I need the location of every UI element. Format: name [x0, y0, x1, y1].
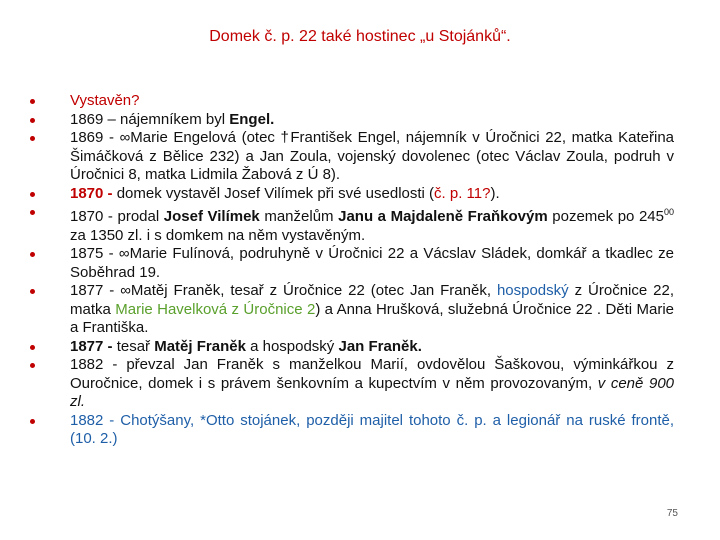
bullet-text: ).: [490, 184, 500, 202]
bullet-dot: [30, 136, 35, 141]
bullet-text: ) a Anna Hrušková, služebná Úročnice 22 . Děti Marie a Františka.: [70, 300, 675, 336]
superscript: 00: [664, 207, 675, 217]
bullet-text: 1870 - prodal: [70, 208, 164, 225]
bullet-dot: [30, 252, 35, 257]
list-item: [24, 203, 674, 245]
bullet-text-green: Marie Havelková z Úročnice 2: [115, 300, 316, 318]
bullet-text-blue: hospodský: [496, 282, 569, 299]
bullet-text-blue: 1882 - Chotýšany, *Otto stojánek, později majitel tohoto č. p. a legionář na ruské frontě, (10. 2.): [70, 411, 674, 447]
slide-title: Domek č. p. 22 také hostinec „u Stojánků“.: [209, 28, 511, 45]
bullet-text-bold: Engel.: [229, 110, 275, 128]
bullet-dot: [30, 118, 35, 123]
bullet-text-bold: Jan Franěk.: [338, 337, 422, 355]
list-item: [24, 356, 674, 412]
bullet-text-red: 1870 -: [70, 184, 117, 202]
bullet-dot: [30, 192, 35, 197]
bullet-text: pozemek po 245: [547, 208, 664, 225]
list-item: [24, 282, 674, 338]
bullet-text: 1869 – nájemníkem byl: [70, 110, 230, 128]
page-number: 75: [666, 508, 678, 519]
bullet-dot: [30, 363, 35, 368]
list-item: [24, 111, 674, 130]
bullet-text: domek vystavěl Josef Vilímek při své usedlosti (: [116, 184, 435, 202]
bullet-text-italic: v ceně 900 zl.: [70, 374, 675, 410]
bullet-text: 1882 - převzal Jan Franěk s manželkou Marií, ovdovělou Šaškovou, výminkářkou z Ouročnice, domek i s právem šenkovním a kupectvím v něm provozovaným,: [70, 356, 674, 392]
bullet-text: z Úročnice 22, matka: [70, 282, 674, 318]
bullet-dot: [30, 210, 35, 215]
bullet-text: 1875 - ∞Marie Fulínová, podruhyně v Úročnici 22 a Vácslav Sládek, domkář a tkadlec ze Soběhrad 19.: [70, 245, 674, 281]
bullet-dot: [30, 99, 35, 104]
bullet-text: tesař: [116, 337, 155, 355]
bullet-text-bold: Josef Vilímek: [163, 208, 260, 225]
list-item: [24, 412, 674, 449]
list-item: [24, 245, 674, 282]
bullet-dot: [30, 419, 35, 424]
bullet-text: manželům: [259, 208, 339, 225]
bullet-text-red: č. p. 11?: [434, 184, 491, 202]
bullet-text: 1869 - ∞Marie Engelová (otec †František Engel, nájemník v Úročnici 22, matka Kateřina Šimáčková z Bělice 232) a Jan Zoula, vojenský dovolenec (otec Václav Zoula, podruh v Úročnici 8, matka Lidmila Žabová z Ú 8).: [70, 129, 674, 183]
list-item: [24, 185, 674, 204]
list-item: [24, 129, 674, 185]
bullet-text: a hospodský: [245, 337, 339, 355]
bullet-text: za 1350 zl. i s domkem na něm vystavěným.: [70, 226, 366, 244]
bullet-text-bold: 1877 -: [70, 337, 117, 355]
bullet-text: Vystavěn?: [70, 92, 140, 109]
bullet-text-bold: Matěj Franěk: [154, 337, 246, 355]
bullet-text: 1877 - ∞Matěj Franěk, tesař z Úročnice 22 (otec Jan Franěk,: [70, 282, 497, 299]
bullet-dot: [30, 289, 35, 294]
list-item: [24, 338, 674, 357]
bullet-dot: [30, 345, 35, 350]
bullet-text-bold: Janu a Majdaleně Fraňkovým: [338, 208, 548, 225]
list-item: [24, 92, 674, 111]
bullet-list: [24, 92, 674, 449]
